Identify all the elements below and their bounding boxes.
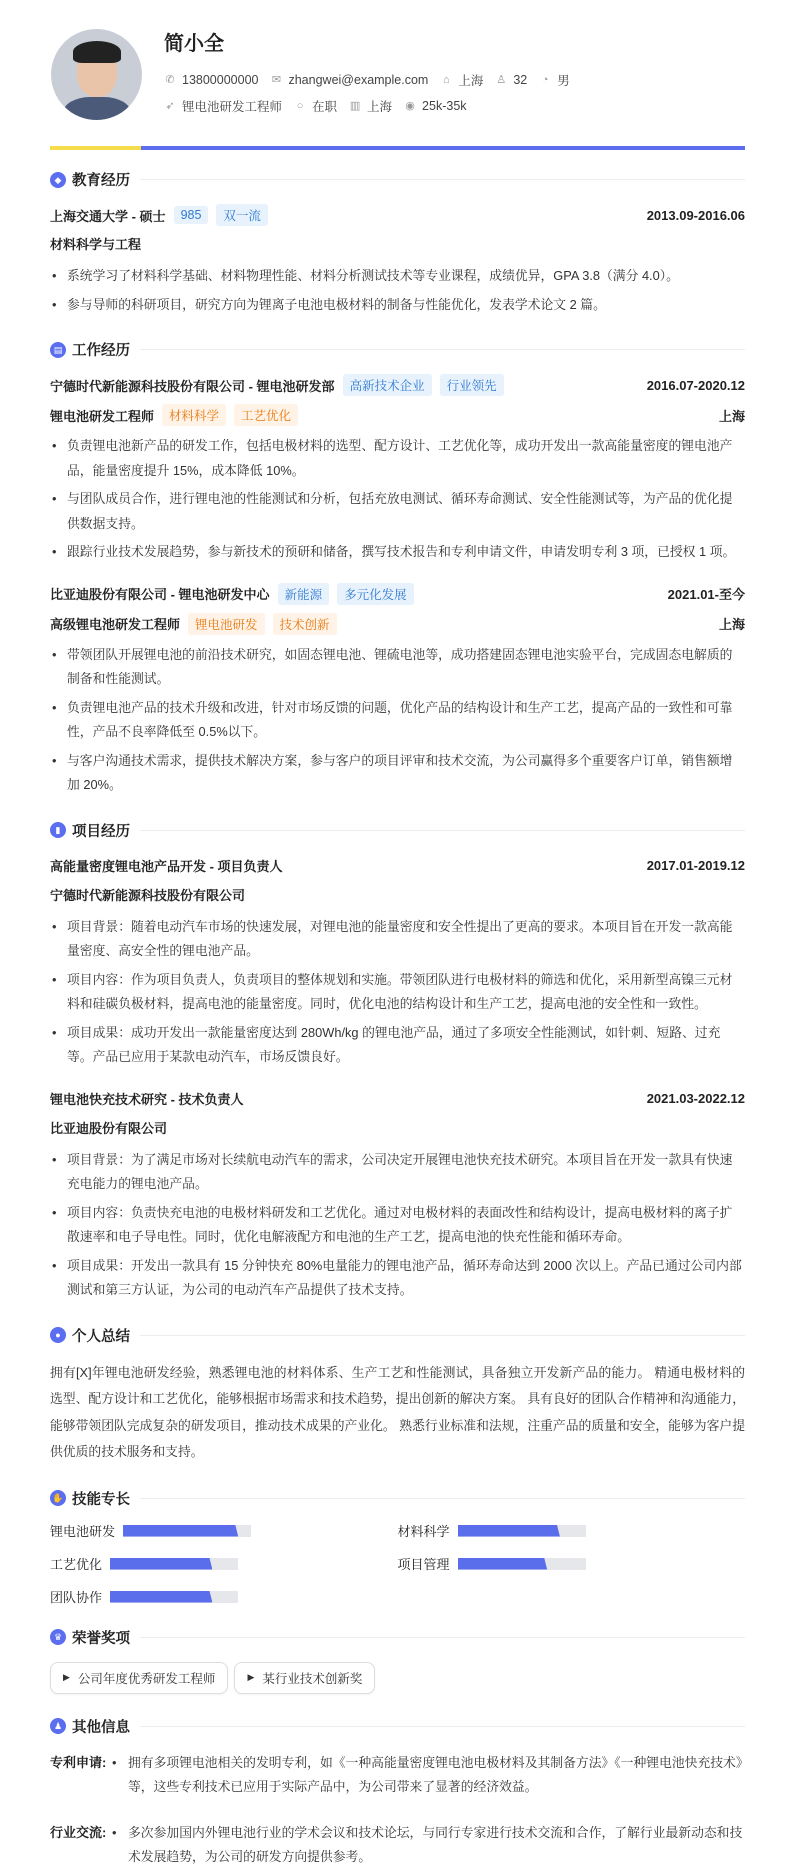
- summary-text: 拥有[X]年锂电池研发经验，熟悉锂电池的材料体系、生产工艺和性能测试，具备独立开发新产品的能力。 精通电极材料的选型、配方设计和工艺优化，能够根据市场需求和技术趋势，提出创新的解决方案。 具有良好的团队合作精神和沟通能力，能够带领团队完成复杂的研发项目，推动技术成果的产业化。 熟悉行业标准和法规，注重产品的质量和安全，能够为客户提供优质的技术服务和支持。: [50, 1364, 745, 1459]
- section-header-projects: [50, 820, 745, 841]
- salary-icon: ◉: [405, 100, 415, 112]
- section-title: 其他信息: [72, 1719, 130, 1736]
- user-icon: ●: [50, 1327, 66, 1343]
- briefcase-icon: ▤: [50, 342, 66, 358]
- bullet-list: [50, 264, 745, 317]
- other-info-item: [50, 1821, 745, 1869]
- section-header-other: [50, 1716, 745, 1737]
- award-icon: ♛: [50, 1629, 66, 1645]
- bullet-item: • 参与导师的科研项目，研究方向为锂离子电池电极材料的制备与性能优化，发表学术论文 2 篇。: [50, 293, 745, 318]
- tag: 材料科学: [162, 404, 226, 426]
- work-entry: [50, 583, 745, 798]
- bullet-list: [50, 643, 745, 798]
- info-icon: ♟: [50, 1718, 66, 1734]
- skill-bar: [123, 1525, 251, 1537]
- skill-bar-fill: [110, 1558, 212, 1570]
- other-info-text: • 多次参加国内外锂电池行业的学术会议和技术论坛，与同行专家进行技术交流和合作，了解行业最新动态和技术发展趋势，为公司的研发方向提供参考。: [106, 1821, 745, 1869]
- skill-bar-fill: [110, 1591, 212, 1603]
- section-title: 工作经历: [72, 343, 130, 359]
- skills-grid: [50, 1523, 745, 1605]
- tag: 985: [174, 206, 209, 224]
- bullet-item: • 负责锂电池产品的技术升级和改进，针对市场反馈的问题，优化产品的结构设计和生产工艺，提高产品的一致性和可靠性，产品不良率降低至 0.5%以下。: [50, 696, 745, 745]
- project-entry: [50, 855, 745, 1070]
- job-title: 锂电池研发工程师: [50, 408, 155, 424]
- section-divider: [140, 1637, 745, 1638]
- section-divider: [140, 1498, 745, 1499]
- building-icon: ▥: [349, 100, 361, 112]
- other-info-label: 行业交流:: [50, 1824, 107, 1840]
- section-title: 教育经历: [72, 173, 130, 189]
- section-title: 项目经历: [72, 823, 130, 840]
- skill-name: 项目管理: [397, 1557, 450, 1572]
- bullet-item: • 项目内容：作为项目负责人，负责项目的整体规划和实施。带领团队进行电极材料的筛选和优化，采用新型高镍三元材料和硅碳负极材料，提高电池的能量密度。同时，优化电池的结构设计和生产工艺，提高电池的安全性和一致性。: [50, 968, 745, 1017]
- send-icon: ➶: [165, 100, 175, 112]
- bullet-list: [50, 434, 745, 565]
- email: zhangwei@example.com: [288, 73, 429, 87]
- bullet-item: • 项目成果：开发出一款具有 15 分钟快充 80%电量能力的锂电池产品，循环寿命达到 2000 次以上。产品已通过公司内部测试和第三方认证，为公司的电动汽车产品提供了技术支持。: [50, 1254, 745, 1303]
- section-divider: [140, 1726, 745, 1727]
- skill-bar-fill: [458, 1525, 560, 1537]
- school-line: [50, 204, 268, 226]
- job-intent-line: [164, 97, 479, 115]
- section-title: 技能专长: [72, 1491, 130, 1508]
- school-name: 上海交通大学 - 硕士: [50, 208, 166, 224]
- skill-item: [398, 1556, 746, 1572]
- tag: 高新技术企业: [343, 374, 432, 396]
- bullet-item: • 项目内容：负责快充电池的电极材料研发和工艺优化。通过对电极材料的表面改性和结构设计，提高电极材料的离子扩散速率和电子导电性。同时，优化电解液配方和电池的生产工艺，提高电池的快充性能和循环寿命。: [50, 1201, 745, 1250]
- date-range: 2021.03-2022.12: [646, 1091, 745, 1106]
- candidate-name: 简小全: [164, 33, 224, 55]
- avatar: [51, 29, 142, 120]
- section-divider: [140, 349, 745, 350]
- bullet-item: • 项目背景：为了满足市场对长续航电动汽车的需求，公司决定开展锂电池快充技术研究。本项目旨在开发一款具有快速充电能力的锂电池产品。: [50, 1148, 745, 1197]
- project-row: [50, 1088, 745, 1110]
- company-row: [50, 583, 745, 605]
- section-header-summary: [50, 1325, 745, 1346]
- award-name: 某行业技术创新奖: [262, 1671, 363, 1686]
- bullet-item: • 系统学习了材料科学基础、材料物理性能、材料分析测试技术等专业课程，成绩优异，GPA 3.8（满分 4.0）。: [50, 264, 745, 289]
- tag: 工艺优化: [234, 404, 298, 426]
- project-title: 高能量密度锂电池产品开发 - 项目负责人: [50, 859, 283, 874]
- award-item[interactable]: [50, 1662, 228, 1694]
- other-info-text: • 拥有多项锂电池相关的发明专利，如《一种高能量密度锂电池电极材料及其制备方法》《一种锂电池快充技术》等，这些专利技术已应用于实际产品中，为公司带来了显著的经济效益。: [106, 1751, 745, 1799]
- section-divider: [140, 830, 745, 831]
- section-header-work: [50, 339, 745, 360]
- age: 32: [513, 73, 528, 87]
- skill-item: [50, 1589, 398, 1605]
- section-header-skills: [50, 1488, 745, 1509]
- target-city: 上海: [367, 100, 393, 114]
- home-icon: ⌂: [443, 74, 450, 86]
- skill-item: [50, 1523, 398, 1539]
- other-info-label: 专利申请:: [50, 1754, 107, 1770]
- company-name: 比亚迪股份有限公司 - 锂电池研发中心: [50, 587, 270, 602]
- section-divider: [140, 179, 745, 180]
- location: 上海: [718, 617, 745, 632]
- gender-icon: ◔: [541, 74, 549, 86]
- bullet-item: • 与客户沟通技术需求，提供技术解决方案，参与客户的项目评审和技术交流，为公司赢得多个重要客户订单，销售额增加 20%。: [50, 749, 745, 798]
- tag: 技术创新: [273, 613, 337, 635]
- skill-bar: [458, 1558, 586, 1570]
- caret-right-icon: ▶: [63, 1672, 70, 1682]
- award-item[interactable]: [234, 1662, 375, 1694]
- job-title: 高级锂电池研发工程师: [50, 617, 181, 632]
- graduation-cap-icon: ◆: [50, 172, 66, 188]
- skill-bar: [110, 1558, 238, 1570]
- skill-item: [50, 1556, 398, 1572]
- award-name: 公司年度优秀研发工程师: [77, 1671, 216, 1686]
- role-row: [50, 404, 745, 426]
- city: 上海: [458, 74, 484, 88]
- bullet-item: • 负责锂电池新产品的研发工作，包括电极材料的选型、配方设计、工艺优化等，成功开发出一款高能量密度的锂电池产品，能量密度提升 15%，成本降低 10%。: [50, 434, 745, 483]
- tag: 新能源: [278, 583, 330, 605]
- bullet-list: [50, 1148, 745, 1303]
- section-header-awards: [50, 1627, 745, 1648]
- company-line: [50, 374, 504, 396]
- skill-bar: [110, 1591, 238, 1603]
- caret-right-icon: ▶: [247, 1672, 255, 1682]
- gender: 男: [557, 74, 570, 88]
- project-line: [50, 1089, 244, 1108]
- education-header-row: [50, 204, 745, 226]
- salary: 25k-35k: [422, 99, 467, 113]
- role-row: [50, 613, 745, 635]
- company-name: 宁德时代新能源科技股份有限公司 - 锂电池研发部: [50, 378, 335, 394]
- bullet-item: • 带领团队开展锂电池的前沿技术研究，如固态锂电池、锂硫电池等，成功搭建固态锂电池实验平台，完成固态电解质的制备和性能测试。: [50, 643, 745, 692]
- section-divider: [140, 1335, 745, 1336]
- bullet-item: • 项目背景：随着电动汽车市场的快速发展，对锂电池的能量密度和安全性提出了更高的要求。本项目旨在开发一款高能量密度、高安全性的锂电池产品。: [50, 915, 745, 964]
- role-line: [50, 613, 337, 635]
- job-status: 在职: [312, 100, 338, 114]
- tag: 双一流: [216, 204, 268, 226]
- contact-line: [164, 71, 582, 89]
- phone-icon: ✆: [165, 74, 175, 86]
- resume-body: [0, 147, 794, 1869]
- bullet-item: • 与团队成员合作，进行锂电池的性能测试和分析，包括充放电测试、循环寿命测试、安全性能测试等，为产品的优化提供数据支持。: [50, 487, 745, 536]
- project-line: [50, 856, 283, 875]
- section-header-education: [50, 169, 745, 190]
- hand-icon: ✋: [50, 1490, 66, 1506]
- date-range: 2017.01-2019.12: [646, 858, 745, 873]
- skill-name: 工艺优化: [50, 1557, 103, 1572]
- project-company: 宁德时代新能源科技股份有限公司: [50, 887, 246, 903]
- chart-bar-icon: ▮: [50, 822, 66, 838]
- project-title: 锂电池快充技术研究 - 技术负责人: [50, 1092, 244, 1107]
- project-row: [50, 855, 745, 877]
- skill-bar-fill: [123, 1525, 238, 1537]
- project-company: 比亚迪股份有限公司: [50, 1120, 168, 1136]
- target-position: 锂电池研发工程师: [182, 100, 283, 114]
- resume-header: [0, 0, 794, 147]
- tag: 锂电池研发: [188, 613, 265, 635]
- bullet-list: [50, 915, 745, 1070]
- date-range: 2016.07-2020.12: [646, 377, 745, 393]
- skill-name: 锂电池研发: [50, 1524, 116, 1539]
- mail-icon: ✉: [271, 74, 282, 86]
- skill-item: [398, 1523, 746, 1539]
- awards-list: [50, 1662, 745, 1694]
- education-entry: [50, 204, 745, 317]
- cake-icon: ♙: [496, 74, 507, 86]
- phone: 13800000000: [182, 73, 259, 87]
- work-entry: [50, 374, 745, 565]
- project-entry: [50, 1088, 745, 1303]
- company-row: [50, 374, 745, 396]
- skill-name: 团队协作: [50, 1590, 103, 1605]
- tag: 多元化发展: [337, 583, 414, 605]
- date-range: 2021.01-至今: [667, 587, 745, 602]
- date-range: 2013.09-2016.06: [646, 207, 745, 223]
- skill-name: 材料科学: [397, 1524, 450, 1539]
- section-title: 个人总结: [72, 1328, 130, 1345]
- location: 上海: [718, 408, 745, 424]
- role-line: [50, 404, 298, 426]
- major: 材料科学与工程: [50, 237, 142, 252]
- tag: 行业领先: [440, 374, 504, 396]
- bullet-item: • 项目成果：成功开发出一款能量密度达到 280Wh/kg 的锂电池产品，通过了多项安全性能测试，如针刺、短路、过充等。产品已应用于某款电动汽车，市场反馈良好。: [50, 1021, 745, 1070]
- skill-bar: [458, 1525, 586, 1537]
- status-icon: ○: [296, 100, 304, 112]
- company-line: [50, 583, 414, 605]
- other-info-item: [50, 1751, 745, 1799]
- section-title: 荣誉奖项: [72, 1630, 130, 1647]
- bullet-item: • 跟踪行业技术发展趋势，参与新技术的预研和储备，撰写技术报告和专利申请文件，申请发明专利 3 项，已授权 1 项。: [50, 540, 745, 565]
- skill-bar-fill: [458, 1558, 548, 1570]
